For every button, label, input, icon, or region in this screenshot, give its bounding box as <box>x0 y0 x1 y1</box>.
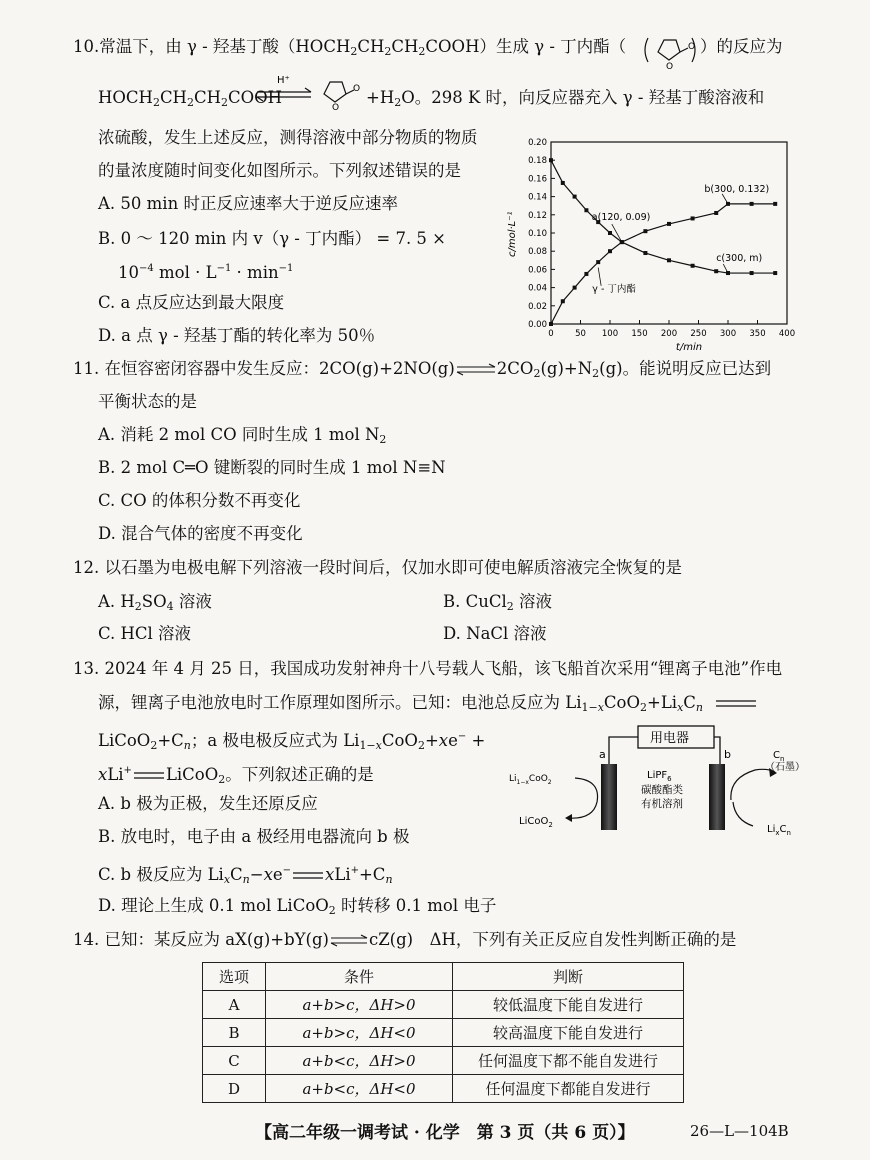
table-header-row <box>203 963 684 991</box>
table-cell: 任何温度下都能自发进行 <box>453 1075 684 1103</box>
x-tick-label: 50 <box>575 329 586 339</box>
data-point <box>608 249 612 253</box>
q11-option-d: D. 混合气体的密度不再变化 <box>98 524 303 543</box>
data-point <box>773 202 777 206</box>
x-tick-label: 300 <box>719 329 737 339</box>
annotation-a: a(120, 0.09) <box>591 212 651 224</box>
q10-equation-right: $+H_2O$。298 K 时，向反应器充入 γ - 羟基丁酸溶液和 <box>366 88 765 109</box>
table-row <box>203 1019 684 1047</box>
q13-option-c: C. b 极反应为 $Li_xC_n-xe^-$ $xLi^++C_n$ <box>98 865 393 886</box>
data-point <box>714 269 718 273</box>
data-point <box>643 229 647 233</box>
table-header: 条件 <box>266 963 453 991</box>
q13-line2: 源，锂离子电池放电时工作原理如图所示。已知：电池总反应为 $Li_{1-x}CoO_2+Li_xC_n$ <box>98 693 704 714</box>
x-tick-label: 250 <box>690 329 707 339</box>
y-tick-label: 0.06 <box>528 265 547 276</box>
q11-line1: 11. 在恒容密闭容器中发生反应：2CO(g)+2NO(g) $2CO_2(g)+N_2(g)$。能说明反应已达到 <box>73 359 772 380</box>
y-axis-label: c/mol·L⁻¹ <box>507 211 518 257</box>
lactone-structure-icon <box>640 30 698 70</box>
annotation-c: c(300, m) <box>716 253 763 265</box>
svg-text:O: O <box>332 103 340 110</box>
plot-frame <box>551 142 787 324</box>
data-point <box>691 216 695 220</box>
q11-option-a: A. 消耗 2 mol CO 同时生成 1 mol $N_2$ <box>98 425 387 446</box>
x-tick-label: 0 <box>548 329 554 339</box>
table-row <box>203 1075 684 1103</box>
data-point <box>584 272 588 276</box>
q14-table <box>202 962 684 1103</box>
q11-line2: 平衡状态的是 <box>98 392 197 411</box>
data-point <box>584 208 588 212</box>
q12-option-a: A. $H_2SO_4$ 溶液 <box>98 592 212 613</box>
y-tick-label: 0.00 <box>528 320 547 330</box>
concentration-time-chart <box>505 130 805 362</box>
annotation-b-leader <box>722 194 728 204</box>
q12-option-b: B. CuCl$_2$ 溶液 <box>443 592 553 613</box>
table-cell: A <box>203 991 266 1019</box>
data-point <box>596 260 600 264</box>
q13-line1: 13. 2024 年 4 月 25 日，我国成功发射神舟十八号载人飞船，该飞船首次采用“锂离子电池”作电 <box>73 659 783 678</box>
q10-equation-left: $HOCH_2CH_2CH_2COOH$ <box>98 88 283 109</box>
electrolyte-label-2: 碳酸酯类 <box>641 784 683 796</box>
table-cell: D <box>203 1075 266 1103</box>
q10-line3: 浓硫酸，发生上述反应，测得溶液中部分物质的物质 <box>98 128 478 147</box>
electrolyte-label-1: LiPF$_6$ <box>647 770 672 783</box>
footer-title: 【高二年级一调考试 · 化学 第 3 页（共 6 页）】 <box>255 1123 635 1143</box>
electrolyte-label-3: 有机溶剂 <box>641 798 683 810</box>
table-header: 选项 <box>203 963 266 991</box>
x-tick-label: 150 <box>631 329 648 339</box>
table-cell: a+b<c，ΔH>0 <box>266 1047 453 1075</box>
data-point <box>561 181 565 185</box>
data-point <box>549 158 553 162</box>
data-point <box>573 195 577 199</box>
annotation-lactone: γ - 丁内酯 <box>592 284 636 296</box>
q10-option-b-units: $10^{-4}$ mol · $L^{-1} \cdot \min^{-1}$ <box>118 263 294 282</box>
annotation-b: b(300, 0.132) <box>704 183 770 195</box>
lithium-battery-diagram <box>505 720 815 840</box>
table-cell: a+b>c，ΔH>0 <box>266 991 453 1019</box>
electrode-b-label: b <box>724 748 731 761</box>
x-tick-label: 200 <box>660 329 678 339</box>
y-tick-label: 0.10 <box>528 229 547 239</box>
q14-stem: 14. 已知：某反应为 aX(g)+bY(g) cZ(g) ΔH，下列有关正反应自发性判断正确的是 <box>73 930 737 949</box>
y-tick-label: 0.16 <box>528 174 547 185</box>
table-cell: 任何温度下都不能自发进行 <box>453 1047 684 1075</box>
q10-line1: 10.常温下，由 γ - 羟基丁酸$(HOCH_2CH_2CH_2COOH)$生成 γ - 丁内酯（ <box>73 37 627 58</box>
right-top-label: $C_n$ <box>773 750 785 763</box>
svg-text:H⁺: H⁺ <box>277 75 290 86</box>
table-cell: B <box>203 1019 266 1047</box>
right-bottom-label: $Li_xC_n$ <box>767 824 791 837</box>
q10-option-b: B. 0 ～ 120 min 内 v（γ - 丁内酯） = 7. 5 × <box>98 229 446 248</box>
data-point <box>691 264 695 268</box>
table-row <box>203 991 684 1019</box>
annotation-lactone-leader <box>598 268 601 286</box>
q13-line4: xLi+ LiCoO$_2$。下列叙述正确的是 <box>98 765 374 786</box>
table-cell: 较高温度下能自发进行 <box>453 1019 684 1047</box>
data-point <box>726 202 730 206</box>
q13-option-a: A. b 极为正极，发生还原反应 <box>98 794 318 813</box>
table-cell: 较低温度下能自发进行 <box>453 991 684 1019</box>
x-axis-label: t/min <box>675 342 703 353</box>
y-tick-label: 0.18 <box>528 156 547 167</box>
data-point <box>667 222 671 226</box>
equilibrium-arrow-icon <box>255 72 315 108</box>
data-point <box>750 271 754 275</box>
svg-text:O: O <box>666 62 674 70</box>
data-point <box>714 211 718 215</box>
data-point <box>561 299 565 303</box>
table-cell: a+b>c，ΔH<0 <box>266 1019 453 1047</box>
annotation-a-leader <box>612 224 622 242</box>
q11-option-c: C. CO 的体积分数不再变化 <box>98 491 301 510</box>
q13-option-d: D. 理论上生成 0.1 mol LiCoO$_2$ 时转移 0.1 mol 电子 <box>98 896 497 917</box>
data-point <box>773 271 777 275</box>
annotation-c-leader <box>723 264 728 273</box>
q11-equilibrium-arrow-icon <box>455 358 497 380</box>
table-cell: a+b<c，ΔH<0 <box>266 1075 453 1103</box>
right-top-label-2: （石墨） <box>765 762 805 773</box>
data-point <box>608 231 612 235</box>
table-header: 判断 <box>453 963 684 991</box>
q10-option-c: C. a 点反应达到最大限度 <box>98 293 285 312</box>
q10-option-d: D. a 点 γ - 羟基丁酯的转化率为 50％ <box>98 326 376 345</box>
q13-option-b: B. 放电时，电子由 a 极经用电器流向 b 极 <box>98 827 410 846</box>
y-tick-label: 0.02 <box>528 301 547 312</box>
y-tick-label: 0.04 <box>528 283 547 294</box>
electrode-a-label: a <box>599 748 606 761</box>
table-cell: C <box>203 1047 266 1075</box>
y-tick-label: 0.12 <box>528 210 547 221</box>
data-point <box>549 322 553 326</box>
q10-option-a: A. 50 min 时正反应速率大于逆反应速率 <box>98 194 398 213</box>
device-label: 用电器 <box>650 731 690 746</box>
x-tick-label: 100 <box>601 329 619 339</box>
q12-stem: 12. 以石墨为电极电解下列溶液一段时间后，仅加水即可使电解质溶液完全恢复的是 <box>73 558 682 577</box>
q11-option-b: B. 2 mol C═O 键断裂的同时生成 1 mol N≡N <box>98 458 446 477</box>
y-tick-label: 0.20 <box>528 138 547 148</box>
left-bottom-label: LiCoO$_2$ <box>519 816 553 829</box>
q12-option-c: C. HCl 溶液 <box>98 624 192 643</box>
left-top-label: $Li_{1-x}CoO_2$ <box>509 774 552 786</box>
data-point <box>667 258 671 262</box>
electrode-b <box>709 764 725 830</box>
q10-line4: 的量浓度随时间变化如图所示。下列叙述错误的是 <box>98 161 461 180</box>
q12-option-d: D. NaCl 溶液 <box>443 624 547 643</box>
svg-text:O: O <box>688 42 696 52</box>
svg-text:O: O <box>353 84 361 94</box>
footer-code: 26—L—104B <box>690 1122 789 1140</box>
y-tick-label: 0.14 <box>528 192 547 203</box>
lactone-product-icon <box>318 76 362 110</box>
electrode-a <box>601 764 617 830</box>
q13-line3: $LiCoO_2+C_n$；a 极电极反应式为 $Li_{1-x}CoO_2+xe^-$ + <box>98 731 486 752</box>
table-row <box>203 1047 684 1075</box>
data-point <box>643 251 647 255</box>
x-tick-label: 400 <box>778 329 796 339</box>
data-point <box>750 202 754 206</box>
data-point <box>573 286 577 290</box>
q10-line1-end: ）的反应为 <box>700 37 783 56</box>
x-tick-label: 350 <box>749 329 766 339</box>
y-tick-label: 0.08 <box>528 247 547 258</box>
